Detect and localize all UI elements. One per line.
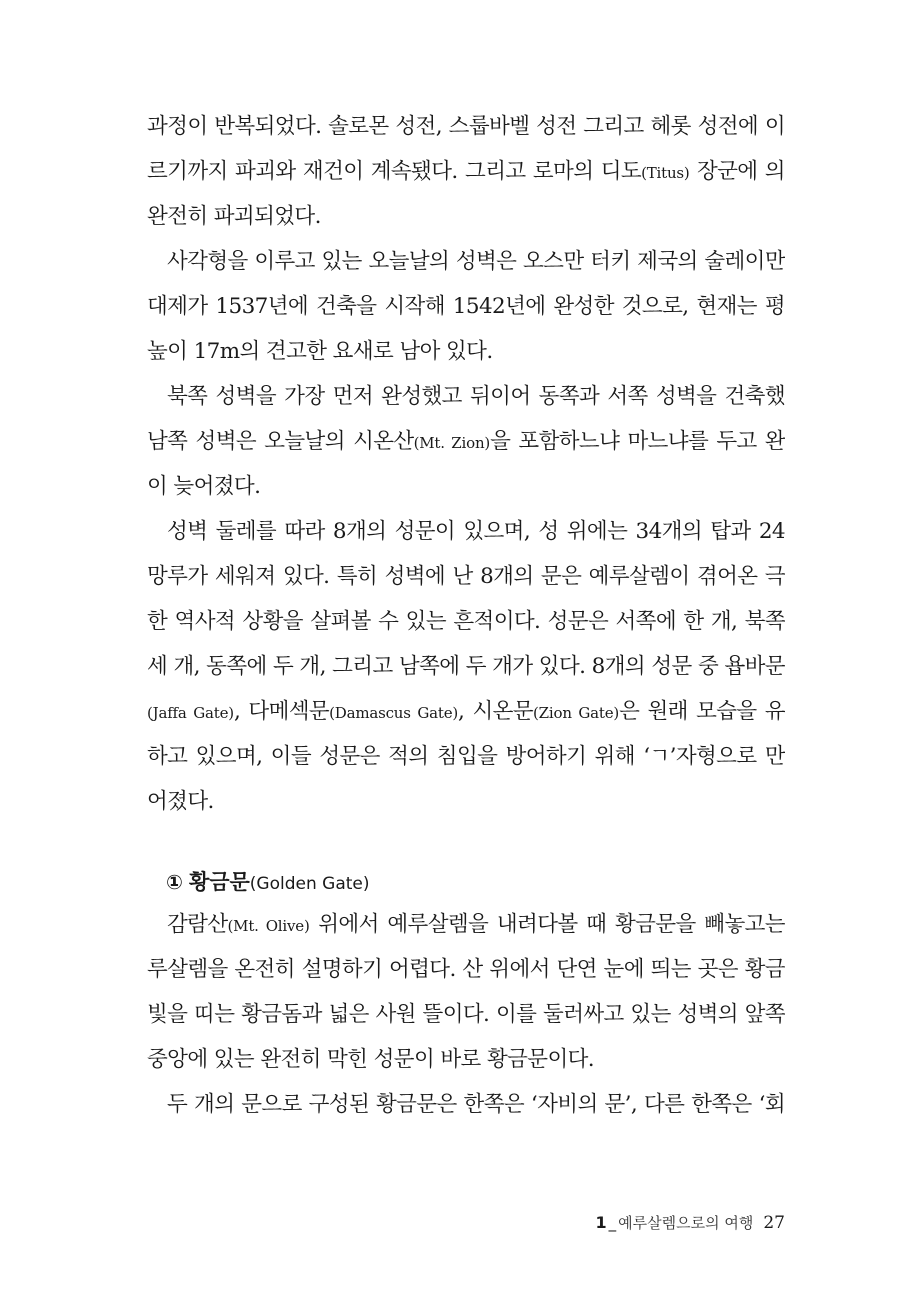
- text-line: 어졌다.: [147, 789, 214, 814]
- section-title-korean: 황금문: [188, 870, 250, 894]
- text-line: 감람산(Mt. Olive) 위에서 예루살렘을 내려다볼 때 황금문을 빼놓고는: [167, 912, 785, 937]
- text-line: 완전히 파괴되었다.: [147, 204, 321, 229]
- text-line: 하고 있으며, 이들 성문은 적의 침입을 방어하기 위해 ‘ㄱ’자형으로 만: [147, 744, 785, 769]
- text-line: 르기까지 파괴와 재건이 계속됐다. 그리고 로마의 디도(Titus) 장군에 의: [147, 159, 785, 184]
- text-line: 이 늦어졌다.: [147, 474, 261, 499]
- text-line: 과정이 반복되었다. 솔로몬 성전, 스룹바벨 성전 그리고 헤롯 성전에 이: [147, 114, 785, 139]
- text-line: 빛을 띠는 황금돔과 넓은 사원 뜰이다. 이를 둘러싸고 있는 성벽의 앞쪽: [147, 1002, 785, 1027]
- page-footer: [596, 1208, 785, 1238]
- text-line: 중앙에 있는 완전히 막힌 성문이 바로 황금문이다.: [147, 1047, 595, 1072]
- text-line: 남쪽 성벽은 오늘날의 시온산(Mt. Zion)을 포함하느냐 마느냐를 두고 완: [147, 429, 785, 454]
- chapter-number: 1: [595, 1213, 607, 1232]
- section-title-english: (Golden Gate): [249, 874, 370, 894]
- text-line: 한 역사적 상황을 살펴볼 수 있는 흔적이다. 성문은 서쪽에 한 개, 북쪽: [147, 609, 785, 634]
- chapter-title: 예루살렘으로의 여행: [618, 1214, 754, 1232]
- text-line: (Jaffa Gate), 다메섹문(Damascus Gate), 시온문(Zion Gate)은 원래 모습을 유: [147, 699, 785, 724]
- text-line: 높이 17m의 견고한 요새로 남아 있다.: [147, 339, 493, 364]
- section-number: ①: [166, 870, 183, 894]
- text-line: 사각형을 이루고 있는 오늘날의 성벽은 오스만 터키 제국의 술레이만: [167, 249, 785, 274]
- text-line: 북쪽 성벽을 가장 먼저 완성했고 뒤이어 동쪽과 서쪽 성벽을 건축했: [167, 384, 785, 409]
- footer-separator: _: [608, 1214, 617, 1232]
- text-line: 대제가 1537년에 건축을 시작해 1542년에 완성한 것으로, 현재는 평: [147, 294, 785, 319]
- text-line: 두 개의 문으로 구성된 황금문은 한쪽은 ‘자비의 문’, 다른 한쪽은 ‘회: [167, 1092, 785, 1117]
- section-heading: [166, 864, 370, 900]
- page-number: 27: [763, 1213, 785, 1233]
- text-line: 세 개, 동쪽에 두 개, 그리고 남쪽에 두 개가 있다. 8개의 성문 중 욥바문: [147, 654, 785, 679]
- text-line: 성벽 둘레를 따라 8개의 성문이 있으며, 성 위에는 34개의 탑과 24: [167, 519, 785, 544]
- text-line: 망루가 세워져 있다. 특히 성벽에 난 8개의 문은 예루살렘이 겪어온 극: [147, 564, 785, 589]
- text-line: 루살렘을 온전히 설명하기 어렵다. 산 위에서 단연 눈에 띄는 곳은 황금: [147, 957, 785, 982]
